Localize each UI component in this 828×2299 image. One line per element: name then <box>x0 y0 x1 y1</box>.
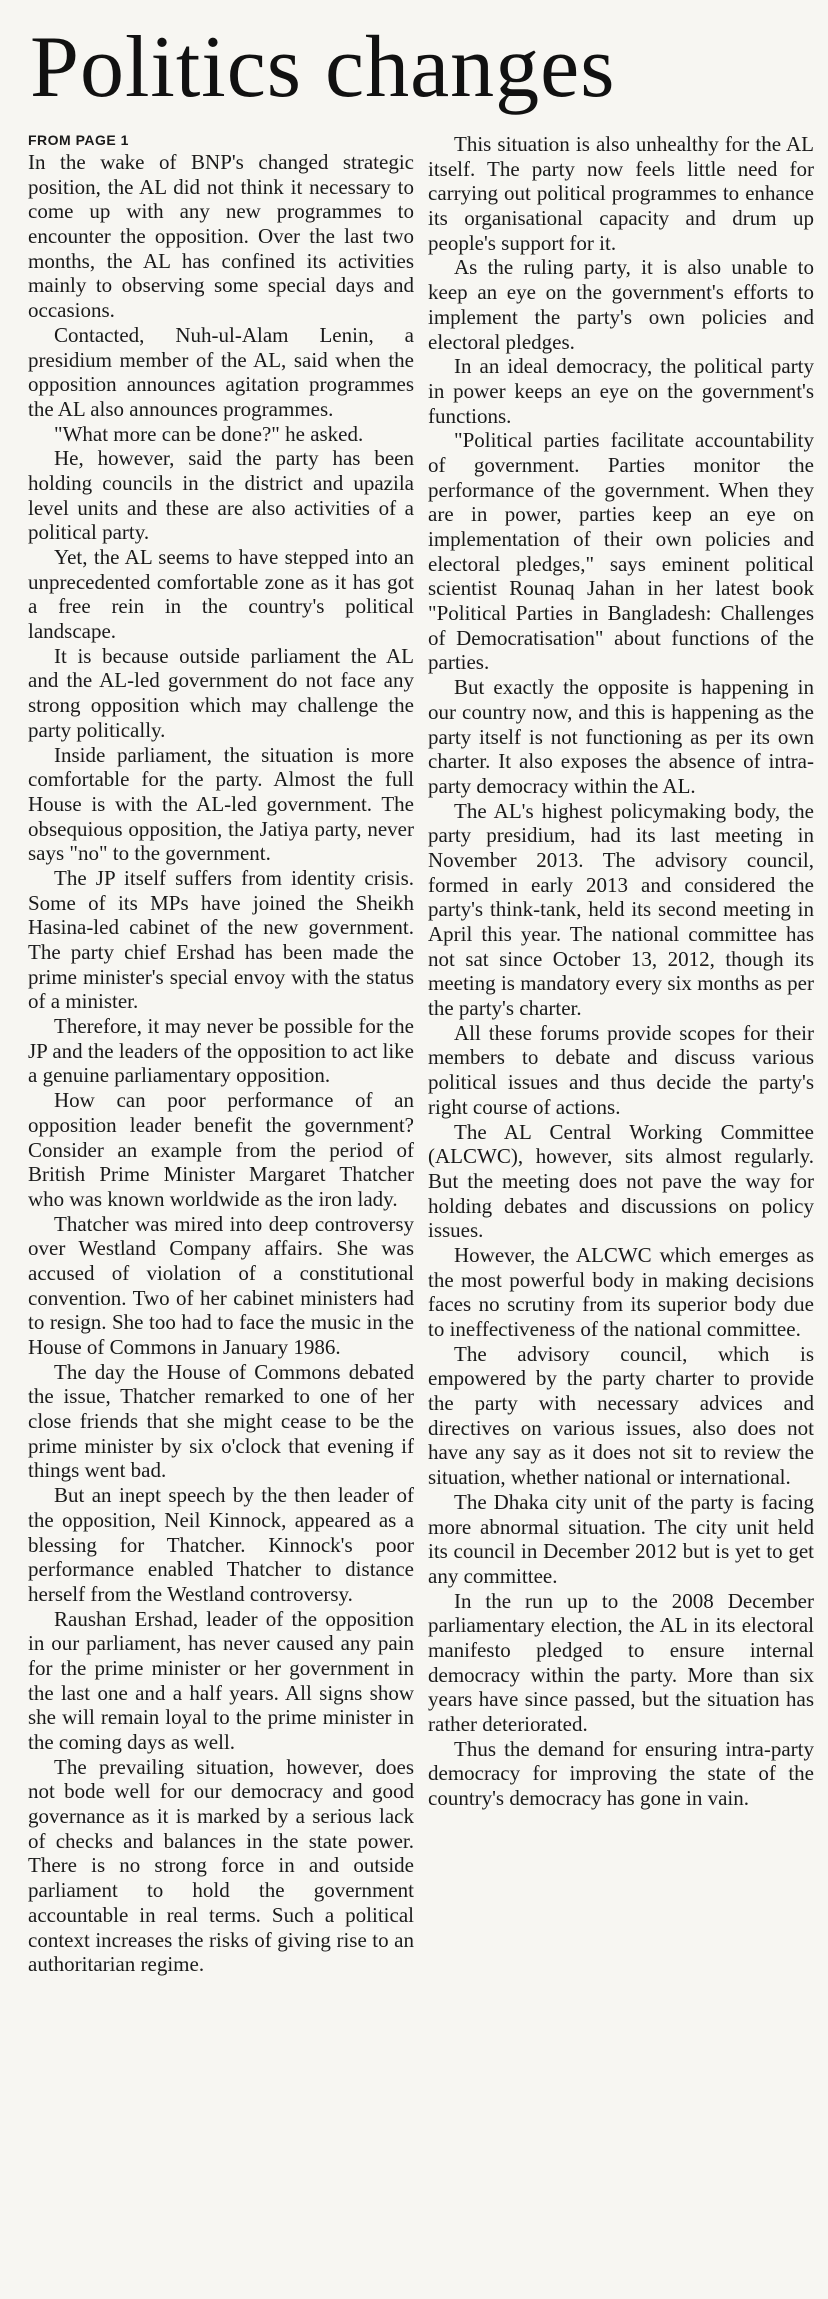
paragraph: "Political parties facilitate accountability of government. Parties monitor the performance of the government. When they are in power, parties keep an eye on implementation of their own policies and electoral pledges," says eminent political scientist Rounaq Jahan in her latest book "Political Parties in Bangladesh: Challenges of Democratisation" about functions of the parties. <box>428 428 814 675</box>
paragraph: The AL Central Working Committee (ALCWC), however, sits almost regularly. But the meeting does not pave the way for holding debates and discussions on policy issues. <box>428 1119 814 1243</box>
paragraph: The Dhaka city unit of the party is facing more abnormal situation. The city unit held its council in December 2012 but is yet to get any committee. <box>428 1489 814 1588</box>
jump-label: FROM PAGE 1 <box>28 132 129 148</box>
paragraph: As the ruling party, it is also unable to keep an eye on the government's efforts to implement the party's own policies and electoral pledges. <box>428 255 814 354</box>
paragraph: The AL's highest policymaking body, the party presidium, had its last meeting in November 2013. The advisory council, formed in early 2013 and considered the party's think-tank, held its second meeting in April this year. The national committee has not sat since October 13, 2012, though its meeting is mandatory every six months as per the party's charter. <box>428 798 814 1021</box>
paragraph: In an ideal democracy, the political party in power keeps an eye on the government's functions. <box>428 354 814 428</box>
column-left <box>28 132 414 1977</box>
paragraph: The day the House of Commons debated the issue, Thatcher remarked to one of her close friends that she might cease to be the prime minister by six o'clock that evening if things went bad. <box>28 1359 414 1483</box>
paragraph: Thus the demand for ensuring intra-party democracy for improving the state of the country's democracy has gone in vain. <box>428 1736 814 1811</box>
paragraph: But an inept speech by the then leader of the opposition, Neil Kinnock, appeared as a blessing for Thatcher. Kinnock's poor performance enabled Thatcher to distance herself from the Westland controversy. <box>28 1483 414 1606</box>
paragraph: In the wake of BNP's changed strategic position, the AL did not think it necessary to come up with any new programmes to encounter the opposition. Over the last two months, the AL has confined its activities mainly to observing some special days and occasions. <box>28 150 414 323</box>
paragraph: Inside parliament, the situation is more comfortable for the party. Almost the full House is with the AL-led government. The obsequious opposition, the Jatiya party, never says "no" to the government. <box>28 742 414 866</box>
paragraph: Yet, the AL seems to have stepped into an unprecedented comfortable zone as it has got a free rein in the country's political landscape. <box>28 545 414 644</box>
paragraph: Thatcher was mired into deep controversy over Westland Company affairs. She was accused of violation of a constitutional convention. Two of her cabinet ministers had to resign. She too had to face the music in the House of Commons in January 1986. <box>28 1211 414 1359</box>
paragraph: "What more can be done?" he asked. <box>54 421 364 446</box>
column-right <box>428 132 814 1977</box>
paragraph: He, however, said the party has been holding councils in the district and upazila level units and these are also activities of a political party. <box>28 446 414 545</box>
paragraph: How can poor performance of an opposition leader benefit the government? Consider an example from the period of British Prime Minister Margaret Thatcher who was known worldwide as the iron lady. <box>28 1088 414 1211</box>
paragraph: But exactly the opposite is happening in our country now, and this is happening as the party itself is not functioning as per its own charter. It also exposes the absence of intra-party democracy within the AL. <box>428 675 814 798</box>
article-body <box>28 132 814 1977</box>
paragraph: In the run up to the 2008 December parliamentary election, the AL in its electoral manifesto pledged to ensure internal democracy within the party. More than six years have since passed, but the situation has rather deteriorated. <box>428 1588 814 1736</box>
paragraph: Contacted, Nuh-ul-Alam Lenin, a presidium member of the AL, said when the opposition announces agitation programmes the AL also announces programmes. <box>28 322 414 421</box>
paragraph: The advisory council, which is empowered by the party charter to provide the party with necessary advices and directives on various issues, also does not have any say as it does not sit to review the situation, whether national or international. <box>428 1341 814 1490</box>
paragraph: It is because outside parliament the AL and the AL-led government do not face any strong opposition which may challenge the party politically. <box>28 643 414 742</box>
paragraph: This situation is also unhealthy for the AL itself. The party now feels little need for carrying out political programmes to enhance its organisational capacity and drum up people's support for it. <box>428 132 814 255</box>
headline: Politics changes <box>30 19 616 116</box>
paragraph: However, the ALCWC which emerges as the most powerful body in making decisions faces no scrutiny from its superior body due to ineffectiveness of the national committee. <box>428 1242 814 1341</box>
paragraph: All these forums provide scopes for their members to debate and discuss various political issues and thus decide the party's right course of actions. <box>428 1020 814 1119</box>
paragraph: Raushan Ershad, leader of the opposition in our parliament, has never caused any pain for the prime minister or her government in the last one and a half years. All signs show she will remain loyal to the prime minister in the coming days as well. <box>28 1606 414 1754</box>
paragraph: The prevailing situation, however, does not bode well for our democracy and good governance as it is marked by a serious lack of checks and balances in the state power. There is no strong force in and outside parliament to hold the government accountable in real terms. Such a political context increases the risks of giving rise to an authoritarian regime. <box>28 1754 414 1977</box>
paragraph: The JP itself suffers from identity crisis. Some of its MPs have joined the Sheikh Hasina-led cabinet of the new government. The party chief Ershad has been made the prime minister's special envoy with the status of a minister. <box>28 865 414 1014</box>
paragraph: Therefore, it may never be possible for the JP and the leaders of the opposition to act like a genuine parliamentary opposition. <box>28 1014 414 1088</box>
